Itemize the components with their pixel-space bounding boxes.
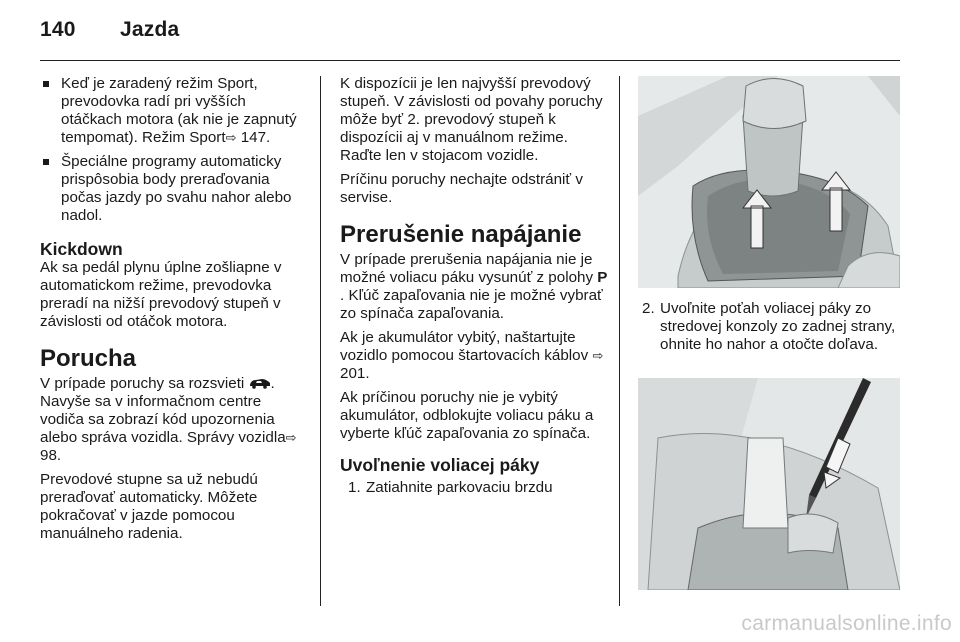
paragraph-unlock: Ak príčinou poruchy nie je vybitý akumulátor, odblokujte voliacu páku a vyberte kľúč zapaľovania zo spínača. [340,389,594,442]
column-middle [340,75,608,497]
bullet-sport-mode: Keď je zaradený režim Sport, prevodovka radí pri vyšších otáčkach motora (ak nie je zapnutý tempomat). Režim Sport⇨ 147. [40,75,308,147]
kickdown-paragraph: Ak sa pedál plynu úplne zošliapne v automatickom režime, prevodovka preradí na nižší prevodový stupeň v závislosti od otáčok motora. [40,259,282,330]
section-heading-kickdown: Kickdown [40,239,123,259]
paragraph-service: Príčinu poruchy nechajte odstrániť v servise. [340,171,583,206]
page-reference[interactable]: ⇨ 147. [226,129,271,146]
page-title: Jazda [120,18,180,41]
screwdriver-illustration [638,378,900,590]
page-header [40,18,179,42]
paragraph-power-interruption: V prípade prerušenia napájania nie je možné voliacu páku vysunúť z polohy P . Kľúč zapaľovania nie je možné vybrať zo spínača zapaľovania. [340,251,608,322]
car-warning-icon [249,377,271,389]
section-heading-porucha: Porucha [40,345,137,372]
paragraph-battery: Ak je akumulátor vybitý, naštartujte vozidlo pomocou štartovacích káblov ⇨ 201. [340,329,608,383]
column-divider-1 [320,76,321,606]
paragraph-gear-availability: K dispozícii je len najvyšší prevodový stupeň. V závislosti od povahy poruchy môže byť 2. prevodový stupeň k dispozícii aj v manuálnom režime. Raďte len v stojacom vozidle. [340,75,603,164]
watermark: carmanualsonline.info [741,612,952,635]
section-heading-uvolnenie: Uvoľnenie voliacej páky [340,455,540,475]
header-rule [40,60,900,61]
step-1: 1. Zatiahnite parkovaciu brzdu [348,479,553,496]
page-reference[interactable]: ⇨ 98. [40,429,297,464]
section-heading-prerusenie: Prerušenie napájanie [340,221,582,248]
page-reference[interactable]: ⇨ 201. [340,347,603,382]
figure-screwdriver-release [638,378,900,590]
step-2: 2. Uvoľnite poťah voliacej páky zo stredovej konzoly zo zadnej strany, ohnite ho nahor a otočte doľava. [642,300,896,353]
column-divider-2 [619,76,620,606]
column-right-text [638,300,900,354]
bullet-special-programs: Špeciálne programy automaticky prispôsobia body preraďovania počas jazdy po svahu nahor alebo nadol. [40,153,308,225]
porucha-paragraph: V prípade poruchy sa rozsvieti . Navyše sa v informačnom centre vodiča sa zobrazí kód upozornenia alebo správa vozidla. Správy vozidla⇨ 98. [40,375,308,465]
porucha-paragraph-2: Prevodové stupne sa už nebudú preraďovať automaticky. Môžete pokračovať v jazde pomocou manuálneho radenia. [40,471,258,542]
page-number: 140 [40,18,76,41]
figure-gear-lever-boot [638,76,900,288]
column-left [40,75,308,549]
gear-lever-illustration [638,76,900,288]
